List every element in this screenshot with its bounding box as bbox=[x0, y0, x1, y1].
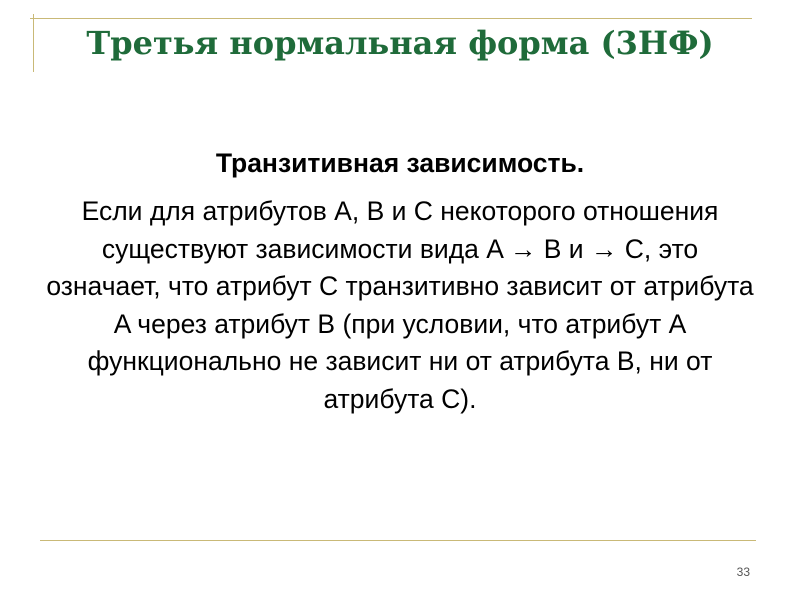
slide-title: Третья нормальная форма (3НФ) bbox=[86, 24, 714, 62]
page-number: 33 bbox=[736, 565, 750, 579]
slide-content bbox=[45, 143, 755, 418]
slide-body-text: Если для атрибутов A, B и C некоторого отношения существуют зависимости вида A → B и → C, это означает, что атрибут C транзитивно зависит от атрибута A через атрибут B (при условии, что атрибут A функционально не зависит ни от атрибута B, ни от атрибута C). bbox=[46, 196, 754, 414]
bottom-divider bbox=[40, 540, 756, 541]
top-divider bbox=[30, 18, 752, 19]
slide-subheading: Транзитивная зависимость. bbox=[215, 148, 585, 178]
